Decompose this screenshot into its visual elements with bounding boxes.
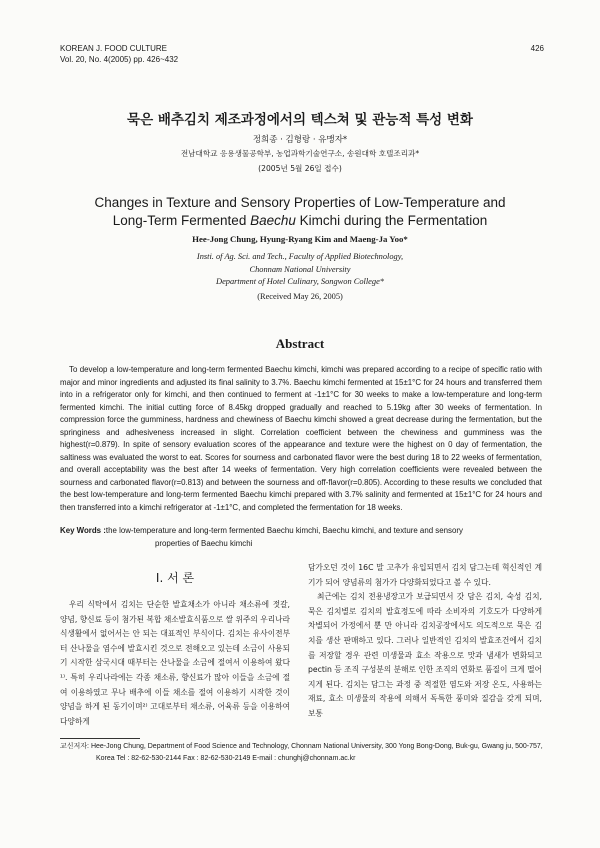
english-title: [0, 194, 600, 230]
korean-authors: 정희종 · 김형랑 · 유맹자*: [252, 135, 348, 145]
keywords-label: Key Words :: [60, 526, 106, 535]
korean-received-date: (2005년 5월 26일 접수): [258, 164, 342, 173]
introduction-left-column: 우리 식탁에서 김치는 단순한 발효채소가 아니라 채소류에 젓갈, 양념, 향신료 등이 첨가된 복합 채소발효식품으로 쌀 위주의 우리나라 식생활에서 없어서는 안 되는 대표적인 부식이다. 김치는 유사이전부터 산나물을 염수에 발효시킨 것으로 전해오고 있는데 소금이 사용되기 시작한 삼국시대 때부터는 산나물을 소금에 절여서 이용하여 왔다¹⁾. 특히 우리나라에는 각종 채소류, 향신료가 많아 이들을 소금에 절여 이용하였고 무나 배추에 이들 채소를 절여 이용하기 시작한 것이 양념을 하게 된 동기이며²⁾ 고대로부터 채소류, 어육류 등을 이용하여 다양하게: [60, 600, 290, 726]
introduction-right-column: [308, 561, 542, 722]
english-title-line1: Changes in Texture and Sensory Properties of Low-Temperature and: [94, 195, 506, 210]
footnote-divider: [60, 738, 140, 739]
english-received-date: (Received May 26, 2005): [257, 292, 343, 301]
english-authors: Hee-Jong Chung, Hyung-Ryang Kim and Maeng-Ja Yoo*: [192, 234, 408, 244]
right-paragraph-2: 최근에는 김치 전용냉장고가 보급되면서 갓 담은 김치, 숙성 김치, 묵은 김치별로 김치의 발효정도에 따라 소비자의 기호도가 다양하게 차별되어 가정에서 뿐 만 아니라 김치공장에서도 의도적으로 묵은 김치를 생산 판매하고 있다. 그러나 일반적인 김치의 발효조건에서 김치를 저장할 경우 관련 미생물과 효소 작용으로 맛과 냄새가 변화되고 pectin 등 조직 구성분의 분해로 인한 조직의 연화로 품질이 크게 떨어지게 된다. 김치는 담그는 과정 중 적절한 염도와 저장 온도, 사용하는 재료, 효소 미생물의 작용에 의해서 독특한 풍미와 질감을 갖게 되며, 보통: [308, 592, 542, 718]
keywords: [60, 525, 542, 550]
page-number: 426: [530, 44, 544, 53]
abstract-text: To develop a low-temperature and long-term fermented Baechu kimchi, kimchi was prepared according to a recipe of specific ratio with major and minor ingredients and adjusted its final salinity to 3.7%. Baechu kimchi fermented at 15±1°C for 24 hours and transferred them into in a refrigerator only for kimchi, and then continued to ferment at -1±1°C for 30 weeks to make a low-temperature and long-term fermented kimchi. The initial cutting force of 8.45kg dropped gradually and reached to 5.19kg after 30 weeks of fermentation. In compression force the gumminess, hardness and chewiness of Baechu kimchi showed a great decrease during the fermentation, but the springiness and adhesiveness increased in slight. Correlation coefficient between the chewiness and gumminess was the highest(r=0.879). In spite of sensory evaluation scores of the appearance and texture were the highest on 0 day of fermentation, the saltiness was evaluated the worst to eat. Scores for sourness and carbonated flavor were the best during 18 to 22 weeks of fermentation, and overall acceptability was the best after 14 weeks of fermentation. Very high correlation coefficients were revealed between the sourness and carbonated flavor(r=0.813) and between the sourness and off-flavor(r=0.805). According to these results we concluded that the best low-temperature and long-term fermented Baechu kimchi prepared with 3.7% salinity and fermented at 15±1°C for 24 hours and then transferred into a kimchi refrigerator at -1±1°C, and completed the fermentation for 18 weeks.: [60, 365, 542, 512]
keywords-line2: properties of Baechu kimchi: [155, 538, 253, 548]
keywords-line1: the low-temperature and long-term fermented Baechu kimchi, Baechu kimchi, and texture and sensory: [105, 526, 463, 535]
abstract-heading: Abstract: [275, 336, 325, 351]
journal-name: KOREAN J. FOOD CULTURE: [60, 44, 167, 53]
english-affiliation: Insti. of Ag. Sci. and Tech., Faculty of Applied Biotechnology, Chonnam National University Department of Hotel Culinary, Songwon College*: [196, 252, 404, 286]
korean-affiliation: 전남대학교 응용생물공학부, 농업과학기술연구소, 송원대학 호텔조리과*: [180, 149, 420, 158]
corresponding-author-footnote: 교신저자: Hee-Jong Chung, Department of Food Science and Technology, Chonnam National University, 300 Yong Bong-Dong, Buk-gu, Gwang ju, 500-757, Korea Tel : 82-62-530-2144 Fax : 82-62-530-2149 E-mail : chunghj@chonnam.ac.kr: [60, 743, 543, 762]
english-title-line2: Long-Term Fermented Baechu Kimchi during the Fermentation: [112, 213, 488, 228]
journal-volume: Vol. 20, No. 4(2005) pp. 426~432: [60, 55, 179, 64]
section-heading-introduction: I. 서 론: [155, 571, 195, 585]
journal-header: [60, 43, 178, 65]
right-paragraph-1: 담가오던 것이 16C 말 고추가 유입되면서 김치 담그는데 혁신적인 계기가 되어 양념류의 첨가가 다양화되었다고 볼 수 있다.: [308, 563, 542, 587]
korean-title: 묵은 배추김치 제조과정에서의 텍스쳐 및 관능적 특성 변화: [127, 112, 473, 128]
